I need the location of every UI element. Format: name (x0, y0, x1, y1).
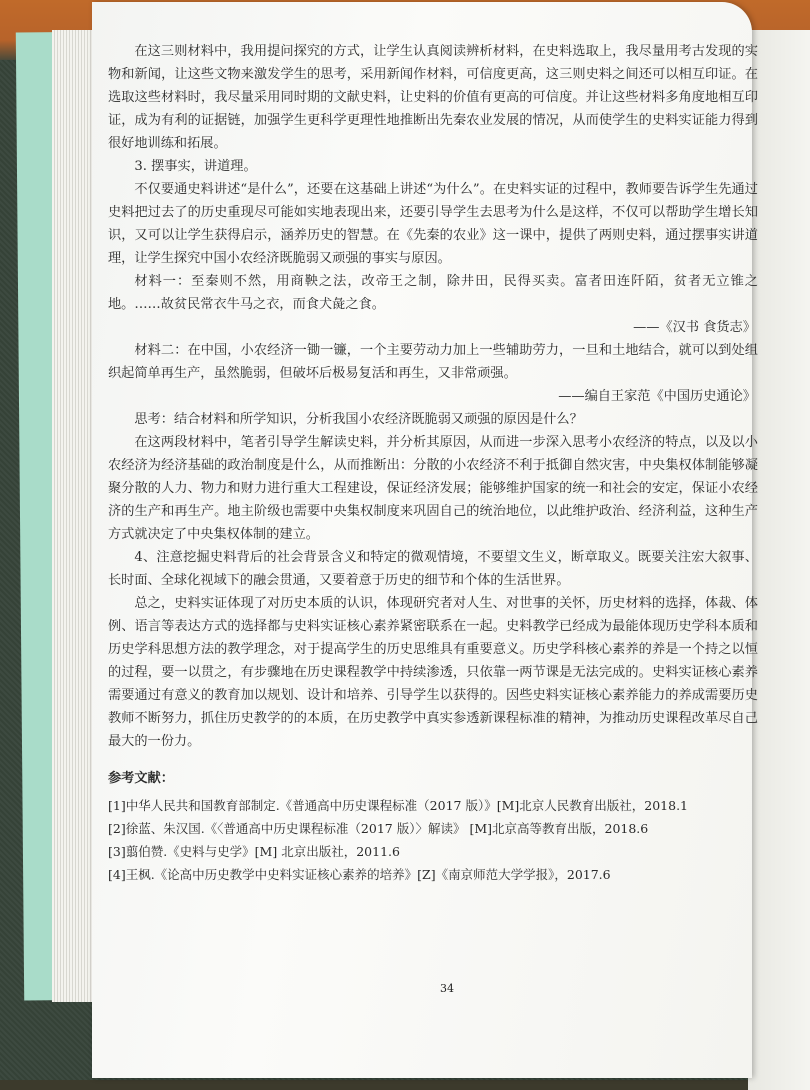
citation: ——编自王家范《中国历史通论》 (558, 389, 756, 404)
page-number: 34 (440, 982, 454, 995)
source-material: 材料二：在中国，小农经济一锄一镰，一个主要劳动力加上一些辅助劳力，一旦和土地结合，就可以到处组织起简单再生产，虽然脆弱，但破坏后极易复活和再生，又非常顽强。 (108, 343, 758, 381)
paragraph: 不仅要通史料讲述“是什么”，还要在这基础上讲述“为什么”。在史料实证的过程中，教师要告诉学生先通过史料把过去了的历史重现尽可能如实地表现出来，还要引导学生去思考为什么是这样，不仅可以帮助学生增长知识，又可以让学生获得启示，涵养历史的智慧。在《先秦的农业》这一课中，提供了两则史料，通过摆事实讲道理，让学生探究中国小农经济既脆弱又顽强的事实与原因。 (108, 182, 758, 266)
section-heading: 3. 摆事实，讲道理。 (134, 159, 257, 174)
paragraph: 在这三则材料中，我用提问探究的方式，让学生认真阅读辨析材料，在史料选取上，我尽量用考古发现的实物和新闻，让这些文物来激发学生的思考，采用新闻作材料，可信度更高，这三则史料之间还可以相互印证。在选取这些材料时，我尽量采用同时期的文献史料，让史料的价值有更高的可信度。并让这些材料多角度地相互印证，成为有利的证据链，加强学生更科学更理性地推断出先秦农业发展的情况，从而使学生的史料实证能力得到很好地训练和拓展。 (108, 44, 758, 151)
paragraph: 总之，史料实证体现了对历史本质的认识，体现研究者对人生、对世事的关怀，历史材料的选择，体裁、体例、语言等表达方式的选择都与史料实证核心素养紧密联系在一起。史料教学已经成为最能体现历史学科本质和历史学科思想方法的教学理念，对于提高学生的历史思维具有重要意义。历史学科核心素养的养是一个持之以恒的过程，要一以贯之，有步骤地在历史课程教学中持续渗透，只依靠一两节课是无法完成的。史料实证核心素养需要通过有意义的教育加以规划、设计和培养、引导学生以获得的。因些史料实证核心素养能力的养成需要历史教师不断努力，抓住历史教学的的本质，在历史教学中真实参透新课程标准的精神，为推动历史课程改革尽自己最大的一份力。 (108, 596, 758, 749)
reference-item: [2]徐蓝、朱汉国.《〈普通高中历史课程标准（2017 版）〉解读》 [M]北京高等教育出版，2018.6 (108, 821, 649, 836)
paragraph: 在这两段材料中，笔者引导学生解读史料，并分析其原因，从而进一步深入思考小农经济的特点，以及以小农经济为经济基础的政治制度是什么，从而推断出：分散的小农经济不利于抵御自然灾害，中央集权体制能够凝聚分散的人力、物力和财力进行重大工程建设，保证经济发展；能够维护国家的统一和社会的安定，保证小农经济的生产和再生产。地主阶级也需要中央集权制度来巩固自己的统治地位，以此维护政治、经济利益，这种生产方式就决定了中央集权体制的建立。 (108, 435, 758, 542)
paragraph: 4、注意挖掘史料背后的社会背景含义和特定的微观情境，不要望文生义，断章取义。既要关注宏大叙事、长时面、全球化视域下的融会贯通，又要着意于历史的细节和个体的生活世界。 (108, 550, 758, 588)
reference-item: [1]中华人民共和国教育部制定.《普通高中历史课程标准（2017 版）》[M]北京人民教育出版社，2018.1 (108, 798, 689, 813)
source-material: 材料一：至秦则不然，用商鞅之法，改帝王之制，除井田，民得买卖。富者田连阡陌，贫者无立锥之地。……故贫民常衣牛马之衣，而食犬彘之食。 (108, 274, 758, 312)
citation: ——《汉书 食货志》 (633, 320, 756, 335)
reference-item: [4]王枫.《论高中历史教学中史料实证核心素养的培养》[Z]《南京师范大学学报》，2017.6 (108, 867, 611, 882)
references-heading: 参考文献： (108, 771, 174, 786)
page-content (108, 40, 758, 886)
reference-item: [3]翦伯赞.《史料与史学》[M] 北京出版社，2011.6 (108, 844, 400, 859)
question: 思考：结合材料和所学知识，分析我国小农经济既脆弱又顽强的原因是什么？ (134, 412, 583, 427)
